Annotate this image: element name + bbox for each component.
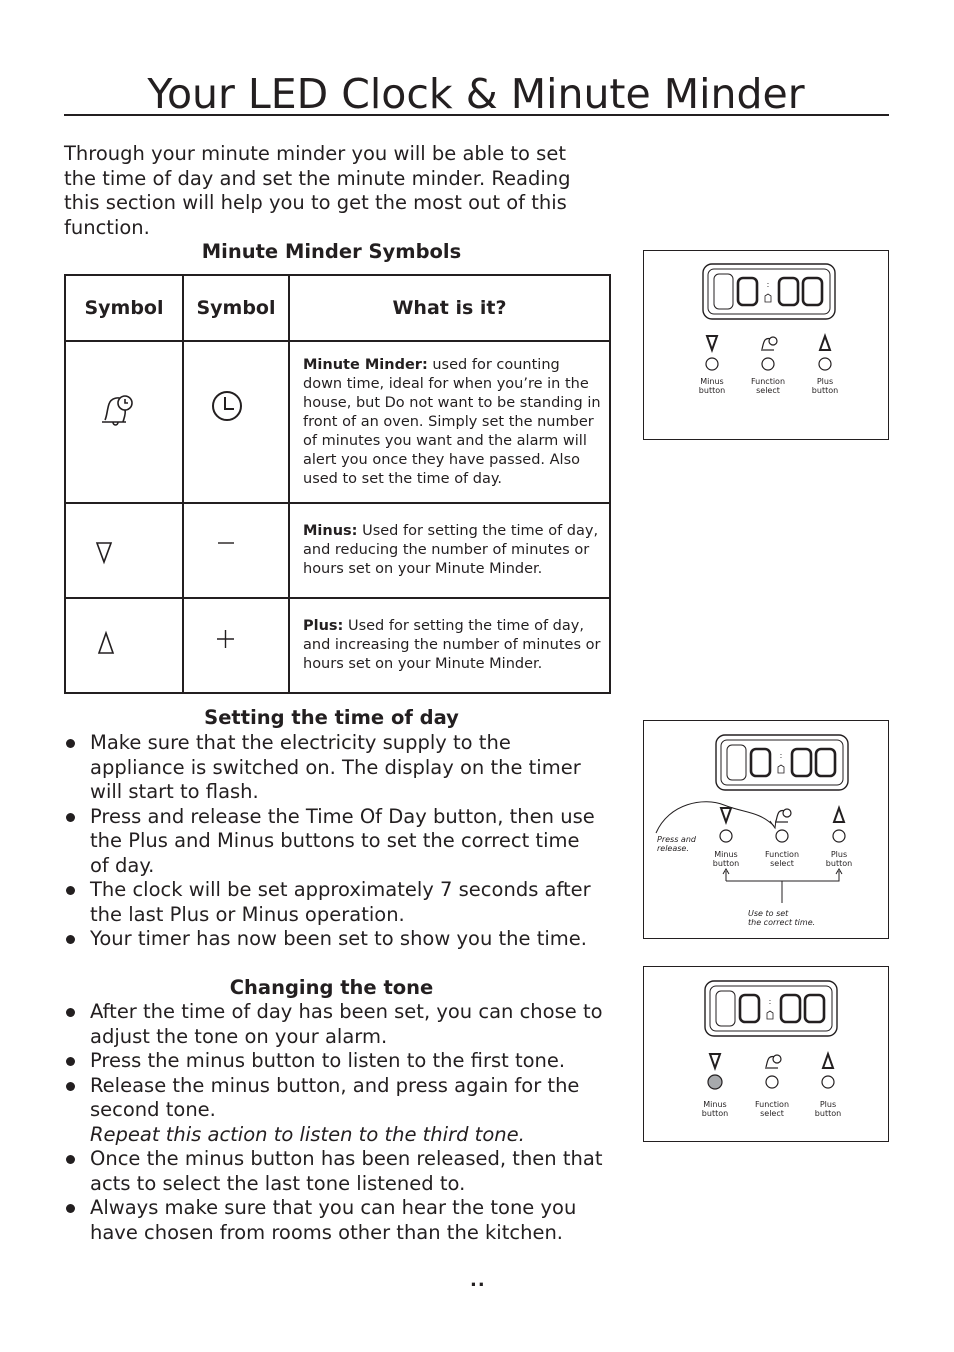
description-cell xyxy=(289,598,610,693)
function-button-label: select xyxy=(770,859,794,868)
page-title: Your LED Clock & Minute Minder xyxy=(147,70,805,118)
symbol-cell xyxy=(183,341,289,503)
symbols-table xyxy=(64,274,611,694)
list-item-text: Press the minus button to listen to the first tone. xyxy=(90,1049,566,1072)
use-to-set-note: the correct time. xyxy=(748,918,816,927)
press-release-note: Press and xyxy=(657,835,696,844)
function-select-button[interactable] xyxy=(751,337,785,395)
title-divider xyxy=(64,114,889,116)
list-item-text: Press and release the Time Of Day button, then use the Plus and Minus buttons to set the correct time of day. xyxy=(90,804,595,877)
plus-icon xyxy=(184,601,288,690)
bullet-icon xyxy=(66,886,75,895)
minus-button-label: Minus xyxy=(714,850,738,859)
function-select-button[interactable] xyxy=(765,809,799,868)
symbol-cell xyxy=(65,341,183,503)
bullet-icon xyxy=(66,1155,75,1164)
plus-button-label: button xyxy=(825,859,853,868)
term-label: Minute Minder: xyxy=(303,356,428,373)
table-row xyxy=(65,598,610,693)
function-button-label: Function xyxy=(750,377,786,386)
term-label: Minus: xyxy=(303,523,358,539)
changing-tone-list xyxy=(64,1000,604,1245)
plus-button-label: button xyxy=(811,386,839,395)
bell-clock-icon xyxy=(66,344,182,500)
list-note: Repeat this action to listen to the third tone. xyxy=(90,1122,525,1146)
setting-time-list xyxy=(64,731,604,952)
plus-button[interactable] xyxy=(826,808,852,868)
column-header: Symbol xyxy=(65,275,183,341)
timer-panel-diagram xyxy=(643,966,889,1142)
list-item-text: Release the minus button, and press again for the second tone. xyxy=(90,1073,580,1121)
description-cell xyxy=(289,503,610,598)
down-triangle-icon xyxy=(66,506,182,595)
plus-button-label: Plus xyxy=(816,377,834,386)
down-triangle-icon xyxy=(710,1054,720,1068)
description-text: Used for setting the time of day, and increasing the number of minutes or hours set on your Minute Minder. xyxy=(303,618,601,672)
bullet-icon xyxy=(66,1057,75,1066)
table-row xyxy=(65,503,610,598)
clock-icon xyxy=(184,344,288,500)
bullet-icon xyxy=(66,739,75,748)
bell-clock-icon xyxy=(775,809,791,822)
symbol-cell xyxy=(183,598,289,693)
bell-clock-icon xyxy=(761,337,777,350)
list-item xyxy=(64,731,604,805)
list-item xyxy=(64,805,604,879)
changing-tone-heading: Changing the tone xyxy=(229,976,434,999)
list-item xyxy=(64,1147,604,1196)
press-release-note: release. xyxy=(657,844,689,853)
function-button-label: Function xyxy=(754,1100,790,1109)
function-select-button[interactable] xyxy=(755,1055,789,1118)
plus-button[interactable] xyxy=(812,336,838,395)
column-header: What is it? xyxy=(289,275,610,341)
svg-text::: : xyxy=(779,751,783,760)
description-cell xyxy=(289,341,610,503)
function-button-label: select xyxy=(760,1109,784,1118)
list-item-text: Your timer has now been set to show you the time. xyxy=(90,927,587,950)
page-number: .. xyxy=(470,1270,486,1291)
led-display xyxy=(716,735,848,790)
svg-text::: : xyxy=(766,280,770,289)
timer-panel-diagram xyxy=(643,250,889,440)
symbol-cell xyxy=(65,598,183,693)
list-item-text: Make sure that the electricity supply to the appliance is switched on. The display on the timer will start to flash. xyxy=(90,731,581,803)
list-item-text: Always make sure that you can hear the tone you have chosen from rooms other than the kitchen. xyxy=(90,1196,577,1244)
function-button-label: select xyxy=(756,386,780,395)
bullet-icon xyxy=(66,1204,75,1213)
up-triangle-icon xyxy=(823,1054,833,1068)
list-item-text: Once the minus button has been released, then that acts to select the last tone listened to. xyxy=(90,1147,603,1195)
bullet-icon xyxy=(66,1082,75,1091)
up-triangle-icon xyxy=(820,336,830,350)
bullet-icon xyxy=(66,813,75,822)
symbol-cell xyxy=(183,503,289,598)
list-item-text: After the time of day has been set, you can chose to adjust the tone on your alarm. xyxy=(90,1000,603,1048)
down-triangle-icon xyxy=(721,808,731,822)
bullet-icon xyxy=(66,935,75,944)
description-text: Used for setting the time of day, and reducing the number of minutes or hours set on your Minute Minder. xyxy=(303,523,599,577)
led-display xyxy=(703,264,835,319)
list-item xyxy=(64,927,604,952)
intro-paragraph: Through your minute minder you will be able to set the time of day and set the minute minder. Reading this section will help you to get the most out of this function. xyxy=(64,142,571,239)
list-item xyxy=(64,1196,604,1245)
minus-icon xyxy=(184,506,288,595)
function-button-label: Function xyxy=(764,850,800,859)
minus-button-pressed[interactable] xyxy=(702,1054,728,1118)
bell-clock-icon xyxy=(765,1055,781,1068)
list-item xyxy=(64,1049,604,1074)
plus-button-label: Plus xyxy=(830,850,848,859)
minus-button[interactable] xyxy=(713,808,739,868)
list-item xyxy=(64,1000,604,1049)
up-triangle-icon xyxy=(66,601,182,690)
table-header-row xyxy=(65,275,610,341)
minus-button-label: button xyxy=(698,386,726,395)
timer-panel-diagram xyxy=(643,720,889,939)
minus-button-label: Minus xyxy=(700,377,724,386)
column-header: Symbol xyxy=(183,275,289,341)
plus-button-label: button xyxy=(814,1109,842,1118)
plus-button-label: Plus xyxy=(819,1100,837,1109)
setting-time-heading: Setting the time of day xyxy=(204,706,459,729)
use-to-set-note: Use to set xyxy=(748,909,789,918)
term-label: Plus: xyxy=(303,618,344,634)
list-item xyxy=(64,878,604,927)
minus-button-label: button xyxy=(701,1109,729,1118)
led-display xyxy=(705,981,837,1036)
bullet-icon xyxy=(66,1008,75,1017)
table-row xyxy=(65,341,610,503)
up-triangle-icon xyxy=(834,808,844,822)
list-item-text: The clock will be set approximately 7 seconds after the last Plus or Minus operation. xyxy=(90,878,591,926)
minus-button-label: Minus xyxy=(703,1100,727,1109)
svg-text::: : xyxy=(768,997,772,1006)
description-text: used for counting down time, ideal for when you’re in the house, but Do not want to be standing in front of an oven. Simply set the number of minutes you want and the alarm will alert you once they have passed. Also used to set the time of day. xyxy=(303,356,601,487)
plus-button[interactable] xyxy=(815,1054,841,1118)
symbols-table-heading: Minute Minder Symbols xyxy=(201,240,462,263)
minus-button-label: button xyxy=(712,859,740,868)
symbol-cell xyxy=(65,503,183,598)
minus-button[interactable] xyxy=(699,336,725,395)
down-triangle-icon xyxy=(707,336,717,350)
list-item xyxy=(64,1074,604,1123)
